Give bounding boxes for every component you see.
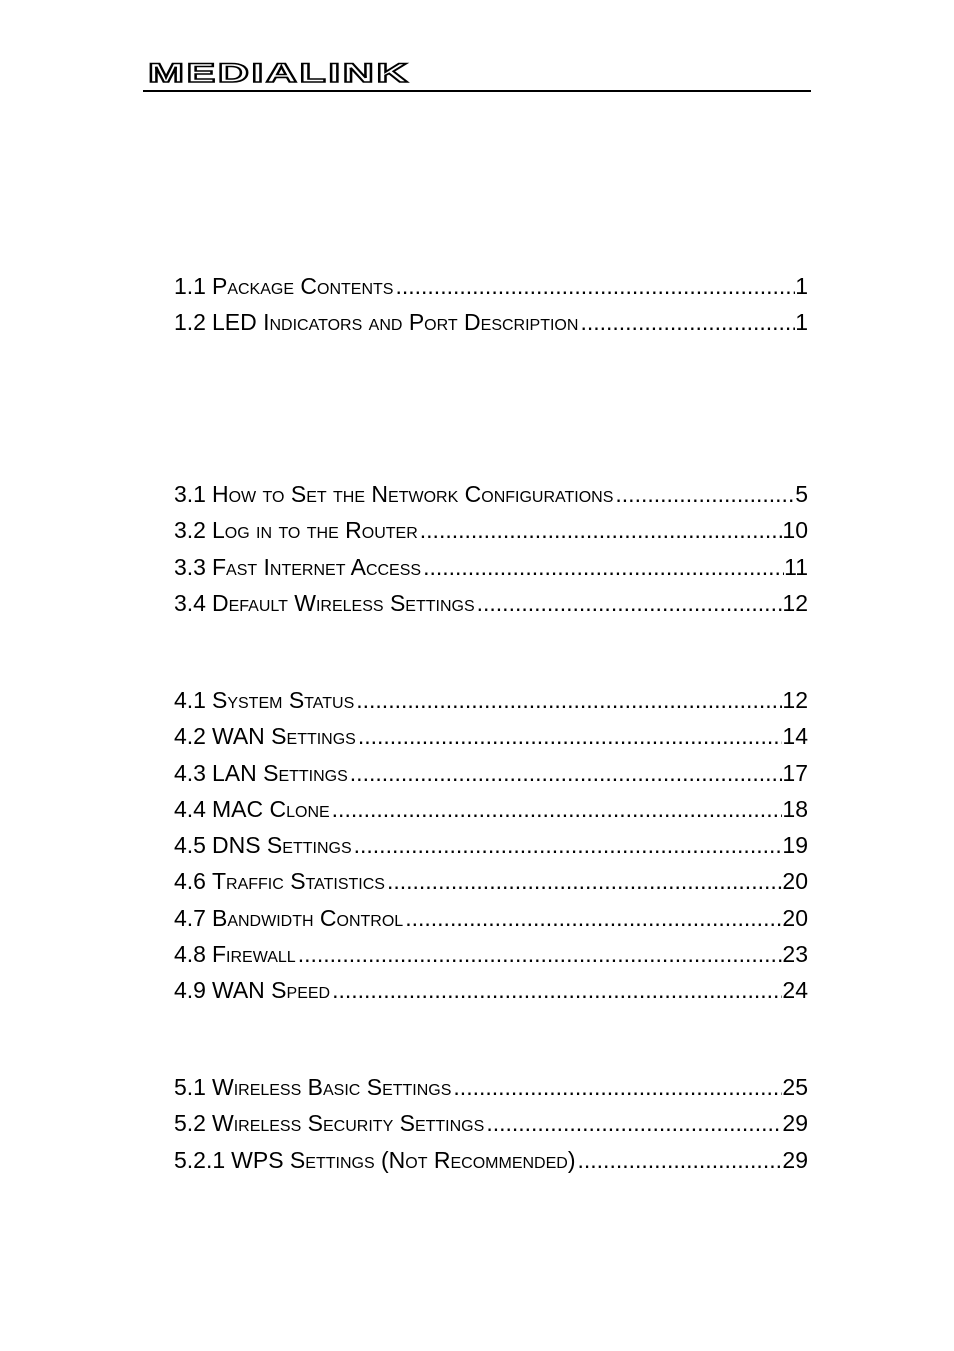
toc-entry[interactable] — [174, 1142, 808, 1178]
toc-entry[interactable] — [174, 936, 808, 972]
toc-entry-title: Wireless Basic Settings — [211, 1074, 452, 1100]
toc-entry-title: MAC Clone — [211, 795, 330, 822]
toc-entry[interactable] — [174, 268, 808, 304]
toc-section-4 — [174, 682, 808, 1009]
toc-dot-leader — [475, 585, 783, 621]
toc-entry-page: 29 — [782, 1146, 808, 1173]
toc-entry[interactable] — [174, 476, 808, 512]
toc-entry-title: Log in to the Router — [211, 517, 418, 544]
toc-dot-leader — [296, 936, 783, 972]
toc-dot-leader — [385, 863, 782, 899]
toc-entry-title: WAN Settings — [211, 723, 356, 750]
toc-entry-title: How to Set the Network Configurations — [211, 481, 614, 507]
toc-entry-number: 4.3 — [174, 759, 206, 786]
toc-entry-page: 29 — [782, 1110, 808, 1137]
toc-entry-page: 23 — [782, 941, 808, 968]
toc-entry-number: 5.2 — [174, 1110, 206, 1137]
toc-entry-page: 1 — [795, 309, 808, 336]
toc-entry-page: 24 — [782, 977, 808, 1004]
toc-entry-page: 20 — [782, 868, 808, 895]
toc-entry-title: System Status — [211, 687, 355, 713]
toc-entry-number: 1.1 — [174, 273, 206, 299]
toc-dot-leader — [352, 827, 783, 863]
toc-entry-number: 4.1 — [174, 687, 206, 713]
toc-entry-number: 3.2 — [174, 517, 206, 544]
toc-section-1 — [174, 268, 808, 341]
toc-dot-leader — [418, 512, 783, 548]
toc-entry-number: 4.5 — [174, 832, 206, 859]
toc-section-5 — [174, 1069, 808, 1178]
toc-dot-leader — [451, 1069, 782, 1105]
toc-entry-page: 18 — [782, 795, 808, 822]
toc-entry-title: Traffic Statistics — [211, 868, 385, 895]
toc-entry-page: 17 — [782, 759, 808, 786]
toc-entry-page: 11 — [784, 553, 808, 580]
toc-dot-leader — [330, 972, 782, 1008]
toc-entry-page: 19 — [782, 832, 808, 859]
toc-entry-title: LAN Settings — [211, 759, 348, 786]
toc-entry-page: 10 — [782, 517, 808, 544]
toc-entry-number: 5.1 — [174, 1074, 206, 1100]
toc-entry-title: Wireless Security Settings — [211, 1110, 485, 1137]
header-divider — [143, 90, 811, 92]
toc-entry[interactable] — [174, 682, 808, 718]
toc-entry[interactable] — [174, 791, 808, 827]
toc-entry-number: 3.3 — [174, 553, 206, 580]
toc-entry[interactable] — [174, 827, 808, 863]
toc-entry[interactable] — [174, 718, 808, 754]
toc-entry-page: 12 — [782, 687, 808, 713]
toc-entry-title: Fast Internet Access — [211, 553, 422, 580]
toc-entry[interactable] — [174, 304, 808, 340]
toc-entry-title: WPS Settings (Not Recommended) — [231, 1146, 576, 1173]
toc-entry-number: 5.2.1 — [174, 1146, 226, 1173]
toc-dot-leader — [484, 1105, 782, 1141]
toc-entry[interactable] — [174, 1069, 808, 1105]
toc-entry-page: 20 — [782, 904, 808, 931]
toc-dot-leader — [348, 755, 783, 791]
toc-entry-page: 14 — [782, 723, 808, 750]
toc-dot-leader — [356, 718, 783, 754]
toc-entry[interactable] — [174, 512, 808, 548]
toc-entry-title: LED Indicators and Port Description — [211, 309, 579, 336]
toc-entry[interactable] — [174, 1105, 808, 1141]
toc-dot-leader — [578, 304, 795, 340]
toc-entry-number: 4.9 — [174, 977, 206, 1004]
page-header — [143, 58, 811, 92]
toc-entry-number: 4.2 — [174, 723, 206, 750]
toc-entry[interactable] — [174, 900, 808, 936]
toc-entry[interactable] — [174, 863, 808, 899]
medialink-logo — [148, 60, 413, 86]
toc-entry-number: 4.6 — [174, 868, 206, 895]
toc-entry-number: 1.2 — [174, 309, 206, 336]
toc-entry[interactable] — [174, 972, 808, 1008]
toc-entry[interactable] — [174, 549, 808, 585]
toc-entry-page: 1 — [795, 273, 808, 299]
toc-entry-number: 4.7 — [174, 904, 206, 931]
toc-entry-title: Default Wireless Settings — [211, 589, 475, 616]
toc-entry-number: 4.4 — [174, 795, 206, 822]
logo-wordmark: MEDIALINK — [148, 60, 410, 86]
toc-entry-page: 25 — [782, 1074, 808, 1100]
toc-entry-number: 3.4 — [174, 589, 206, 616]
toc-entry-title: WAN Speed — [211, 977, 331, 1004]
toc-dot-leader — [393, 268, 795, 304]
toc-dot-leader — [576, 1142, 783, 1178]
toc-entry-title: Firewall — [211, 941, 296, 968]
toc-dot-leader — [354, 682, 782, 718]
toc-entry-page: 5 — [795, 481, 808, 507]
toc-entry-title: DNS Settings — [211, 832, 352, 859]
toc-section-3 — [174, 476, 808, 621]
toc-entry-number: 3.1 — [174, 481, 206, 507]
toc-entry[interactable] — [174, 755, 808, 791]
toc-dot-leader — [330, 791, 783, 827]
toc-entry-title: Package Contents — [211, 273, 394, 299]
toc-entry-number: 4.8 — [174, 941, 206, 968]
toc-dot-leader — [403, 900, 782, 936]
toc-entry-page: 12 — [782, 589, 808, 616]
toc-dot-leader — [421, 549, 784, 585]
toc-entry[interactable] — [174, 585, 808, 621]
toc-dot-leader — [613, 476, 795, 512]
toc-entry-title: Bandwidth Control — [211, 904, 404, 931]
